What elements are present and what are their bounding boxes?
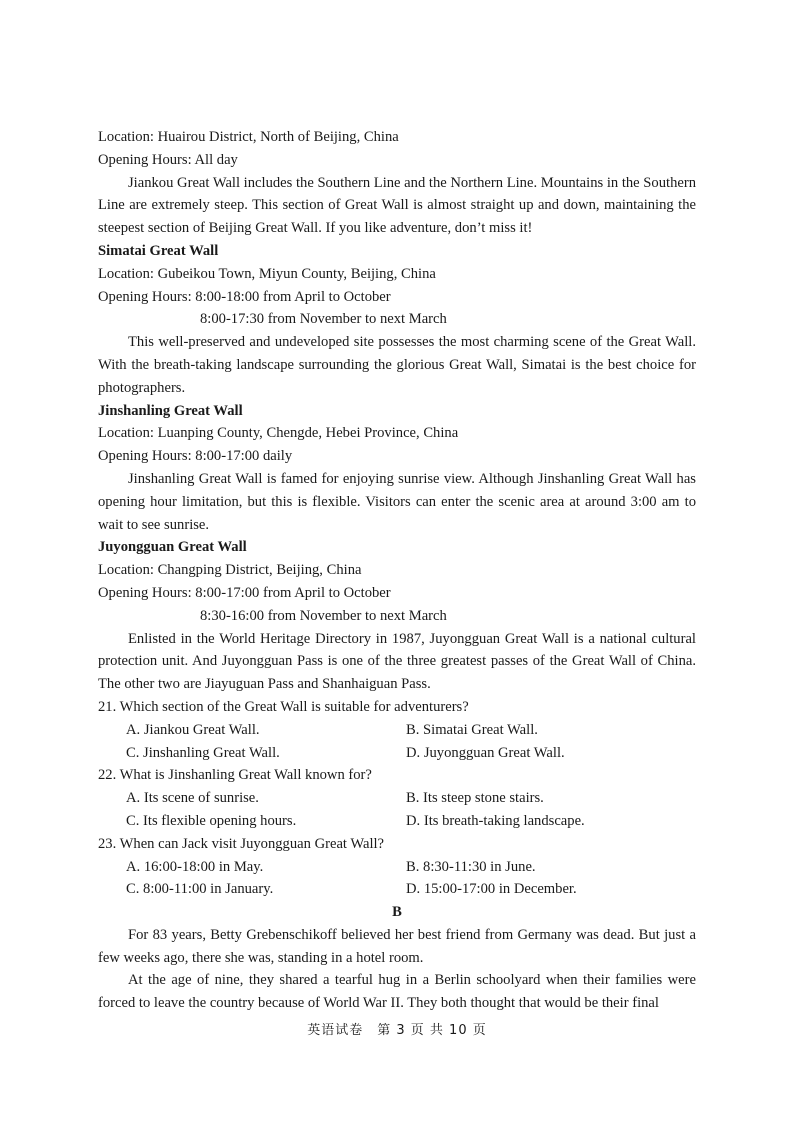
- question-21-options-row-1: [98, 719, 696, 742]
- question-21: 21. Which section of the Great Wall is suitable for adventurers?: [98, 698, 469, 715]
- question-23-option-d: D. 15:00-17:00 in December.: [406, 881, 577, 898]
- simatai-location: Location: Gubeikou Town, Miyun County, Beijing, China: [98, 265, 436, 282]
- simatai-hours-winter: 8:00-17:30 from November to next March: [200, 311, 447, 328]
- juyongguan-description: Enlisted in the World Heritage Directory in 1987, Juyongguan Great Wall is a national cultural protection unit. And Juyongguan Pass is one of the three greatest passes of the Great Wall of China. The other two are Jiayuguan Pass and Shanhaiguan Pass.: [98, 630, 696, 693]
- question-23: 23. When can Jack visit Juyongguan Great Wall?: [98, 835, 385, 852]
- juyongguan-hours: Opening Hours: 8:00-17:00 from April to October: [98, 584, 391, 601]
- question-21-option-b: B. Simatai Great Wall.: [406, 721, 538, 738]
- jiankou-location: Location: Huairou District, North of Beijing, China: [98, 129, 399, 145]
- jiankou-hours: Opening Hours: All day: [98, 151, 238, 168]
- question-23-option-b: B. 8:30-11:30 in June.: [406, 858, 536, 875]
- juyongguan-hours-winter: 8:30-16:00 from November to next March: [200, 607, 447, 624]
- question-23-option-c: C. 8:00-11:00 in January.: [126, 881, 274, 898]
- juyongguan-location: Location: Changping District, Beijing, China: [98, 562, 362, 579]
- section-b-paragraph-1: For 83 years, Betty Grebenschikoff believed her best friend from Germany was dead. But just a few weeks ago, there she was, standing in a hotel room.: [98, 926, 696, 966]
- question-22-option-c: C. Its flexible opening hours.: [126, 812, 297, 829]
- jinshanling-heading: Jinshanling Great Wall: [98, 402, 243, 419]
- jinshanling-description: Jinshanling Great Wall is famed for enjoying sunrise view. Although Jinshanling Great Wall has opening hour limitation, but this is flexible. Visitors can enter the scenic area at around 3:00 am to wait to see sunrise.: [98, 470, 696, 533]
- question-22-options-row-1: [98, 787, 696, 810]
- question-21-option-c: C. Jinshanling Great Wall.: [126, 744, 280, 761]
- jinshanling-hours: Opening Hours: 8:00-17:00 daily: [98, 448, 293, 465]
- juyongguan-heading: Juyongguan Great Wall: [98, 539, 247, 556]
- question-23-options-row-2: [98, 878, 696, 901]
- question-22: 22. What is Jinshanling Great Wall known for?: [98, 767, 372, 784]
- simatai-hours: Opening Hours: 8:00-18:00 from April to October: [98, 288, 391, 305]
- question-23-option-a: A. 16:00-18:00 in May.: [126, 858, 264, 875]
- question-22-option-b: B. Its steep stone stairs.: [406, 790, 544, 807]
- section-b-paragraph-2: At the age of nine, they shared a tearful hug in a Berlin schoolyard when their families were forced to leave the country because of World War II. They both thought that would be their final: [98, 972, 696, 1012]
- question-21-option-a: A. Jiankou Great Wall.: [126, 721, 260, 738]
- question-22-option-d: D. Its breath-taking landscape.: [406, 812, 585, 829]
- jinshanling-location: Location: Luanping County, Chengde, Hebei Province, China: [98, 425, 459, 442]
- simatai-description: This well-preserved and undeveloped site possesses the most charming scene of the Great Wall. With the breath-taking landscape surrounding the glorious Great Wall, Simatai is the best choice for photographers.: [98, 334, 696, 396]
- jiankou-description: Jiankou Great Wall includes the Southern Line and the Northern Line. Mountains in the Southern Line are extremely steep. This section of Great Wall is almost straight up and down, maintaining the steepest section of Beijing Great Wall. If you like adventure, don’t miss it!: [98, 174, 696, 237]
- simatai-heading: Simatai Great Wall: [98, 242, 219, 259]
- question-21-options-row-2: [98, 742, 696, 765]
- section-b-label: B: [392, 904, 402, 921]
- question-21-option-d: D. Juyongguan Great Wall.: [406, 744, 565, 761]
- page-footer: 英语试卷 第 3 页 共 10 页: [307, 1023, 487, 1038]
- question-22-options-row-2: [98, 810, 696, 833]
- question-23-options-row-1: [98, 856, 696, 879]
- question-22-option-a: A. Its scene of sunrise.: [126, 790, 259, 807]
- document-page: [98, 126, 696, 1015]
